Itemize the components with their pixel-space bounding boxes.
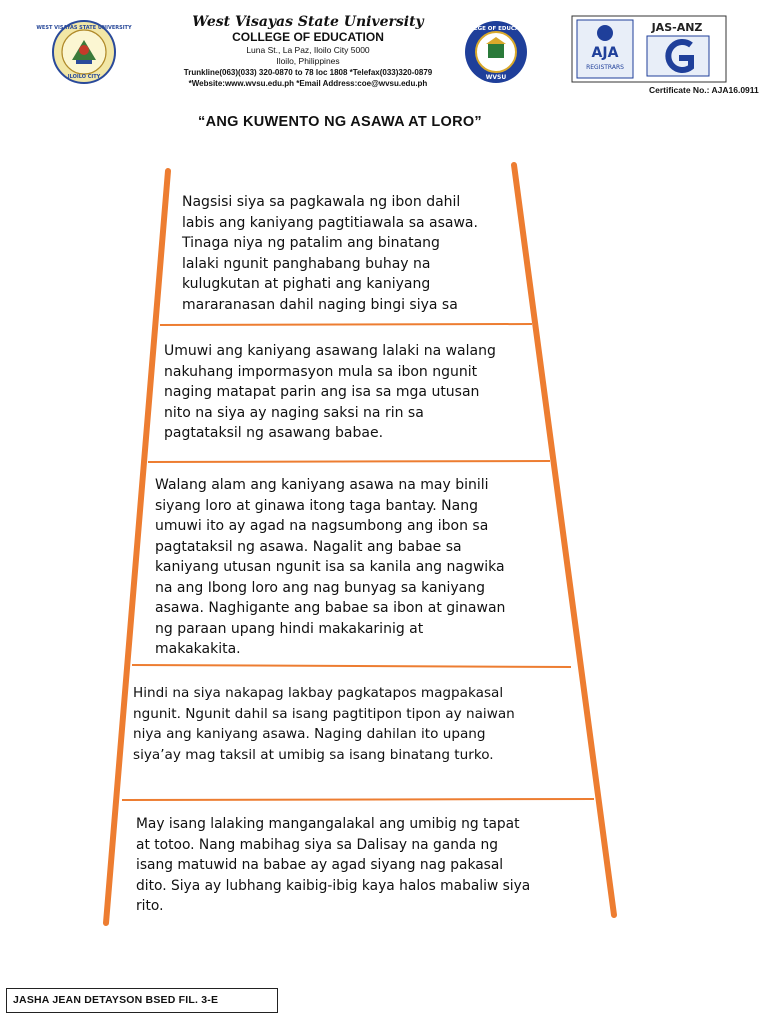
university-name: West Visayas State University [192, 14, 424, 30]
cert-registrars: REGISTRARS [586, 64, 624, 71]
text-line: siya’ay mag taksil at umibig sa isang binatang turko. [133, 746, 494, 763]
text-line: at totoo. Nang mabihag siya sa Dalisay na ganda ng [136, 836, 499, 853]
seal-left-city: ILOILO CITY [67, 74, 101, 80]
text-line: Tinaga niya ng patalim ang binatang [182, 235, 440, 251]
ladder-rung-3 [132, 665, 571, 667]
ladder-rung-1 [160, 324, 532, 325]
text-line: nito na siya ay naging saksi na rin sa [164, 404, 424, 421]
text-line: kulugkutan at pighati ang kaniyang [182, 276, 431, 292]
text-line: na ang Ibong loro ang nag bunyag sa kaniyang [155, 579, 485, 596]
text-line: pagtataksil ng asawa. Nagalit ang babae sa [155, 538, 462, 555]
text-line: mararanasan dahil naging bingi siya sa [182, 296, 458, 313]
text-line: niya ang kaniyang asawa. Naging dahilan ito upang [133, 726, 486, 742]
text-line: labis ang kaniyang pagtitiawala sa asawa. [182, 214, 478, 231]
contact-line: Trunkline(063)(033) 320-0870 to 78 loc 1808 *Telefax(033)320-0879 [183, 68, 433, 77]
text-line: dito. Siya ay lubhang kaibig-ibig kaya halos mabaliw siya [136, 877, 531, 894]
college-name: COLLEGE OF EDUCATION [232, 30, 384, 44]
author-name: JASHA JEAN DETAYSON BSED FIL. 3-E [13, 994, 219, 1006]
text-line: umuwi ito ay agad na nagsumbong ang ibon sa [155, 518, 489, 534]
step-5-text [182, 192, 512, 312]
step-4-text [164, 341, 496, 444]
text-line: Walang alam ang kaniyang asawa na may binili [155, 477, 489, 493]
seal-mid-abbr: WVSU [485, 74, 507, 81]
text-line: pagtataksil ng asawang babae. [164, 425, 384, 441]
seal-mid-text: COLLEGE OF EDUCATION [458, 26, 534, 32]
text-line: makakakita. [155, 641, 241, 657]
ladder-rung-2 [148, 461, 550, 462]
text-line: asawa. Naghigante ang babae sa ibon at ginawan [155, 600, 506, 616]
text-line: ng paraan upang hindi makakarinig at [155, 620, 424, 637]
step-1-text [136, 814, 530, 917]
address-line-1: Luna St., La Paz, Iloilo City 5000 [246, 45, 370, 55]
text-line: lalaki ngunit panghabang buhay na [182, 255, 431, 272]
text-line: kaniyang utusan ngunit isa sa kanila ang nagwika [155, 559, 505, 575]
text-line: Hindi na siya nakapag lakbay pagkatapos magpakasal [133, 685, 504, 701]
text-line: isang matuwid na babae ay agad siyang nag pakasal [136, 857, 504, 873]
text-line: rito. [136, 898, 164, 914]
page-title: “ANG KUWENTO NG ASAWA AT LORO” [198, 114, 482, 130]
ladder-right-rail [514, 165, 614, 915]
ladder-rung-4 [122, 799, 594, 800]
text-line: nakuhang impormasyon mula sa ibon ngunit [164, 363, 478, 380]
cert-jas-anz: JAS-ANZ [651, 21, 703, 34]
text-line: May isang lalaking mangangalakal ang umibig ng tapat [136, 816, 520, 832]
step-3-text [155, 475, 505, 660]
text-line: ngunit. Ngunit dahil sa isang pagtitipon tipon ay naiwan [133, 705, 515, 722]
step-2-text [133, 683, 515, 765]
cert-aja-mark: AJA [591, 45, 619, 61]
text-line: Umuwi ang kaniyang asawang lalaki na walang [164, 343, 496, 359]
certificate-number: Certificate No.: AJA16.0911 [649, 85, 759, 95]
text-line: Nagsisi siya sa pagkawala ng ibon dahil [182, 194, 461, 210]
website-line: *Website:www.wvsu.edu.ph *Email Address:coe@wvsu.edu.ph [188, 79, 428, 88]
author-box [6, 988, 278, 1013]
text-line: siyang loro at ginawa itong taga bantay. Nang [155, 497, 478, 514]
seal-left-text: WEST VISAYAS STATE UNIVERSITY [36, 25, 132, 31]
address-line-2: Iloilo, Philippines [276, 56, 340, 66]
text-line: naging matapat parin ang isa sa mga utusan [164, 384, 480, 400]
